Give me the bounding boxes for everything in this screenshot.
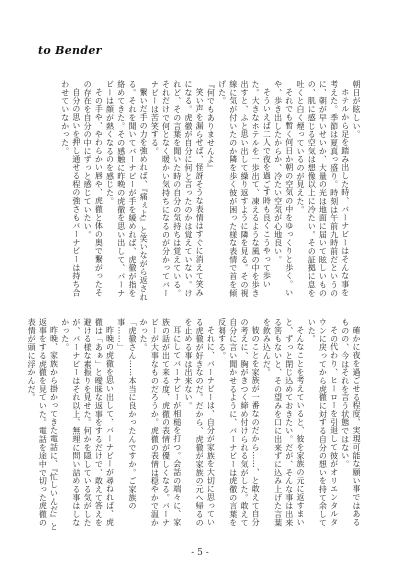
paragraph: 確かに夜を過ごせる程度、実現可能な願い事ではあるものの、今はそれを言う状態ではない。 bbox=[340, 318, 361, 527]
paragraph: それに、バーナビーは、自分が家族を大切に思っている虎徹が好きなのだ。だから、虎徹が家族の元へ帰るのを止める事は出来ない。 bbox=[183, 318, 216, 527]
paragraph: 昨晩の虎徹を思い出して、バーナビーが尋ねれば、虎徹は「あぁ」と曖昧な返事をするだけで、敢えて答えを避ける様な素振りを見せた。何かを隠している気がしたが、バーナビーはそれ以上、無理に問い詰める事はしなかった。 bbox=[60, 318, 115, 527]
paragraph: そんなことを考えていると、彼を家族の元に返すまいと、ずっと閉じ込めておきたい。だが、そんな事は出来る筈もないと、その望みを口に出来ずに込み上げた言葉を飲み込んだ。 bbox=[262, 318, 305, 527]
paragraph: 『何でもありませんよ』 bbox=[206, 80, 216, 172]
paragraph: それでも暫く何日か朝の空気の中をゆっくりと歩く。いや、歩き出したからか、冷たい空気が心地良い。 bbox=[273, 80, 294, 297]
page-number: - 5 - bbox=[191, 548, 209, 558]
paragraph: 繋いだ手の力を強めれば、『痛ぇよ』と笑いながら返される。それを聞いてバーナビーが手を緩めれば、虎徹が指を絡めてきた。その感触に昨晩の虎徹を思い出して、バーナビーは顔が熱くなるのを感じた。 bbox=[105, 80, 149, 302]
paragraph: ホテルから足を踏み出した時、バーナビーはそんな事を考えた。季節は夏真っ盛り。時刻は午前九時前だというのに、朝が早いせいか、大量の光は地面に届いて眩しいものの、肌に感じる空気は想像以上に冷たい。その証拠に息を吐くと白く煙っているのが見えた。 bbox=[295, 80, 350, 298]
paragraph: 彼のことを家族が一番なのだから……、と敢えて自分の考えに、胸がきつく締め付けられる気がした。敢えて自分に言い聞かせるように、バーナビーは虎徹の言葉を反芻する。 bbox=[217, 318, 261, 527]
paragraph: 自分の思いを押し通せる程の強さもバーナビーは持ち合わせていなかった。 bbox=[60, 80, 81, 297]
paragraph: 昨晩、家族から掛かってきた電話に、『忙しいんだ』と返事をする虎徹を見ていた。電話を途中で切った虎徹の表情が頭に浮かんだ。 bbox=[27, 318, 59, 531]
paragraph: 笑い声を漏らせば、怪訝そうな表情はすぐに消えて笑みになる。虎徹が自分に何と言ったのかは覚えていない。けれど、その言葉を聞いた時の自分の気持ちは覚えている。それだけで何となく暖かい気持ちになるのが分かってバーナビーは苦笑する。 bbox=[150, 80, 205, 298]
paragraph: その手や、やわらかい唇や、虎徹と体の奥で繋がったその存在を自分の中にずっと感じていたい。 bbox=[83, 80, 104, 297]
paragraph: 「虎徹さん……本当に良かったんですか。ご家族の事……」 bbox=[116, 318, 137, 511]
paragraph: 耳にしてバーナビーが相槌を打つ。会話の端々に、家族の話が出て来る度、虎徹の表情が優しくなる。バーナビーが大事なものだろうか。虎徹の表情は穏やかで温かかった。 bbox=[139, 318, 182, 527]
paragraph: 朝日が眩しい。 bbox=[352, 80, 361, 139]
paragraph: そういえば二人で夜を過ごす時も良くこうやって歩いた。大きなホテルを一歩出て、凍えるような風の中を歩き出すと、ふと思い出して繰り返すように隣を見る。その視線に気が付いたのか隣を歩く彼が困った様な表情で首を傾げた。 bbox=[217, 80, 272, 298]
paragraph: その代わり、ヒーローを引退して彼がオリエンタルタウンに戻ってから虎徹に対する自分の想いを持て余していた。 bbox=[307, 318, 339, 527]
text-block-bottom bbox=[27, 318, 362, 534]
text-block-top bbox=[34, 80, 362, 302]
running-header: to Bender bbox=[38, 44, 102, 57]
